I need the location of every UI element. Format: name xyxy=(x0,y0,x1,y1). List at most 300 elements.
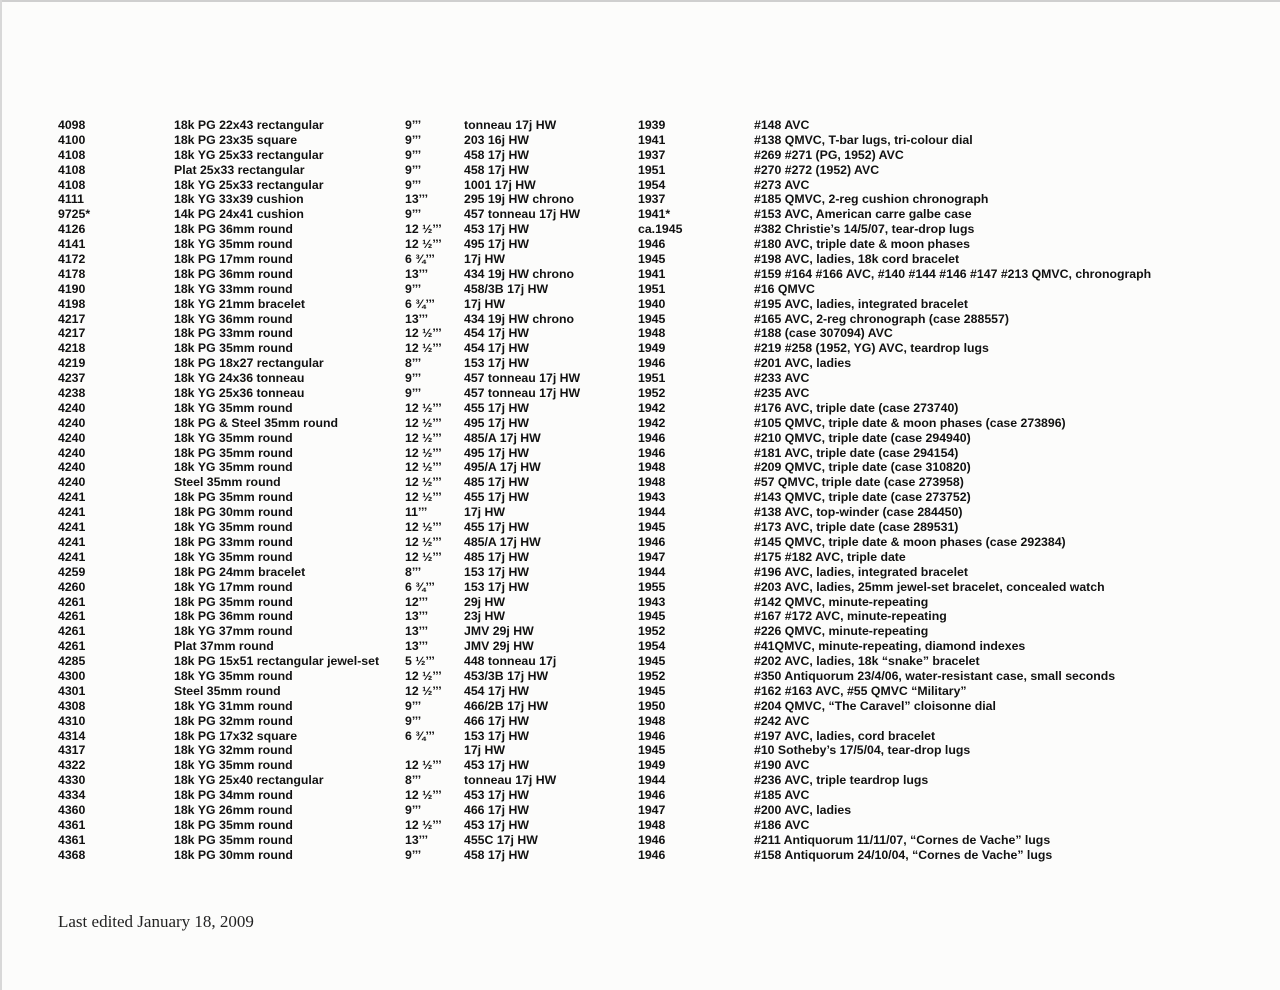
year-cell: 1941 xyxy=(638,266,666,281)
movement-cell: 153 17j HW xyxy=(464,356,529,371)
year-cell: 1945 xyxy=(638,311,666,326)
case-cell: 18k YG 35mm round xyxy=(174,668,293,683)
year-cell: 1943 xyxy=(638,594,666,609)
movement-cell: 453 17j HW xyxy=(464,758,529,773)
calibre-size-cell: 6 ¾’’’ xyxy=(405,728,435,743)
reference-cell: 4198 xyxy=(58,296,86,311)
table-row xyxy=(58,386,1273,401)
year-cell: 1946 xyxy=(638,445,666,460)
calibre-size-cell: 12 ½’’’ xyxy=(405,788,442,803)
case-cell: 18k PG 32mm round xyxy=(174,713,293,728)
case-cell: 18k PG 17mm round xyxy=(174,252,293,267)
movement-cell: 458 17j HW xyxy=(464,847,529,862)
table-row xyxy=(58,178,1273,193)
table-row xyxy=(58,535,1273,550)
case-cell: 18k PG 22x43 rectangular xyxy=(174,118,324,132)
movement-cell: 495 17j HW xyxy=(464,237,529,252)
case-cell: 18k PG 34mm round xyxy=(174,788,293,803)
reference-cell: 4241 xyxy=(58,549,86,564)
calibre-size-cell: 12’’’ xyxy=(405,594,429,609)
table-row xyxy=(58,118,1273,133)
notes-cell: #105 QMVC, triple date & moon phases (case 273896) xyxy=(754,415,1066,430)
case-cell: 18k YG 25x36 tonneau xyxy=(174,386,305,401)
calibre-size-cell: 8’’’ xyxy=(405,773,422,788)
reference-cell: 4241 xyxy=(58,490,86,505)
year-cell: 1948 xyxy=(638,460,666,475)
calibre-size-cell: 6 ¾’’’ xyxy=(405,296,435,311)
calibre-size-cell: 9’’’ xyxy=(405,132,422,147)
movement-cell: 455 17j HW xyxy=(464,520,529,535)
year-cell: 1946 xyxy=(638,847,666,862)
case-cell: 18k PG 36mm round xyxy=(174,222,293,237)
calibre-size-cell: 9’’’ xyxy=(405,802,422,817)
reference-cell: 4237 xyxy=(58,371,86,386)
reference-cell: 4241 xyxy=(58,505,86,520)
reference-cell: 4261 xyxy=(58,609,86,624)
case-cell: 18k PG 35mm round xyxy=(174,817,293,832)
table-row xyxy=(58,237,1273,252)
table-row xyxy=(58,282,1273,297)
movement-cell: 485 17j HW xyxy=(464,475,529,490)
table-row xyxy=(58,669,1273,684)
movement-cell: 1001 17j HW xyxy=(464,177,536,192)
notes-cell: #219 #258 (1952, YG) AVC, teardrop lugs xyxy=(754,341,989,356)
notes-cell: #173 AVC, triple date (case 289531) xyxy=(754,520,959,535)
notes-cell: #175 #182 AVC, triple date xyxy=(754,549,906,564)
reference-cell: 4238 xyxy=(58,386,86,401)
calibre-size-cell: 13’’’ xyxy=(405,192,429,207)
calibre-size-cell: 13’’’ xyxy=(405,624,429,639)
table-row xyxy=(58,401,1273,416)
calibre-size-cell: 11’’’ xyxy=(405,505,428,520)
calibre-size-cell: 9’’’ xyxy=(405,177,422,192)
year-cell: 1945 xyxy=(638,520,666,535)
notes-cell: #210 QMVC, triple date (case 294940) xyxy=(754,430,971,445)
year-cell: 1945 xyxy=(638,654,666,669)
notes-cell: #270 #272 (1952) AVC xyxy=(754,162,880,177)
notes-cell: #138 AVC, top-winder (case 284450) xyxy=(754,505,963,520)
reference-cell: 4240 xyxy=(58,445,86,460)
case-cell: 18k PG 35mm round xyxy=(174,594,293,609)
calibre-size-cell: 9’’’ xyxy=(405,698,422,713)
year-cell: 1947 xyxy=(638,549,666,564)
movement-cell: 457 tonneau 17j HW xyxy=(464,386,581,401)
year-cell: 1941 xyxy=(638,132,666,147)
table-row xyxy=(58,267,1273,282)
calibre-size-cell: 9’’’ xyxy=(405,118,422,132)
calibre-size-cell: 13’’’ xyxy=(405,266,429,281)
reference-cell: 4310 xyxy=(58,713,86,728)
case-cell: 18k YG 35mm round xyxy=(174,549,293,564)
case-cell: 18k YG 31mm round xyxy=(174,698,293,713)
case-cell: 18k YG 35mm round xyxy=(174,400,293,415)
notes-cell: #236 AVC, triple teardrop lugs xyxy=(754,773,929,788)
case-cell: 14k PG 24x41 cushion xyxy=(174,207,304,222)
notes-cell: #41QMVC, minute-repeating, diamond indexes xyxy=(754,639,1026,654)
reference-cell: 4261 xyxy=(58,594,86,609)
reference-cell: 4300 xyxy=(58,668,86,683)
reference-cell: 4098 xyxy=(58,118,86,132)
table-row xyxy=(58,312,1273,327)
case-cell: 18k PG 15x51 rectangular jewel-set xyxy=(174,654,380,669)
movement-cell: 17j HW xyxy=(464,505,505,520)
table-row xyxy=(58,341,1273,356)
reference-cell: 4260 xyxy=(58,579,86,594)
case-cell: 18k YG 26mm round xyxy=(174,802,293,817)
reference-cell: 4317 xyxy=(58,743,86,758)
reference-cell: 4108 xyxy=(58,162,86,177)
year-cell: 1946 xyxy=(638,788,666,803)
movement-cell: 23j HW xyxy=(464,609,505,624)
table-row xyxy=(58,356,1273,371)
notes-cell: #198 AVC, ladies, 18k cord bracelet xyxy=(754,252,960,267)
case-cell: 18k PG 35mm round xyxy=(174,445,293,460)
notes-cell: #185 AVC xyxy=(754,788,810,803)
notes-cell: #158 Antiquorum 24/10/04, “Cornes de Vache” lugs xyxy=(754,847,1053,862)
case-cell: 18k PG 23x35 square xyxy=(174,132,298,147)
table-row xyxy=(58,803,1273,818)
reference-cell: 4330 xyxy=(58,773,86,788)
table-row xyxy=(58,192,1273,207)
year-cell: 1944 xyxy=(638,564,666,579)
calibre-size-cell: 12 ½’’’ xyxy=(405,222,442,237)
case-cell: 18k YG 21mm bracelet xyxy=(174,296,306,311)
notes-cell: #153 AVC, American carre galbe case xyxy=(754,207,972,222)
movement-cell: 485/A 17j HW xyxy=(464,534,541,549)
case-cell: Plat 37mm round xyxy=(174,639,274,654)
notes-cell: #10 Sotheby’s 17/5/04, tear-drop lugs xyxy=(754,743,971,758)
calibre-size-cell: 9’’’ xyxy=(405,386,422,401)
calibre-size-cell: 12 ½’’’ xyxy=(405,534,442,549)
notes-cell: #165 AVC, 2-reg chronograph (case 288557) xyxy=(754,311,1009,326)
case-cell: Plat 25x33 rectangular xyxy=(174,162,305,177)
case-cell: 18k YG 35mm round xyxy=(174,237,293,252)
calibre-size-cell: 5 ½’’’ xyxy=(405,654,435,669)
notes-cell: #188 (case 307094) AVC xyxy=(754,326,893,341)
notes-cell: #162 #163 AVC, #55 QMVC “Military” xyxy=(754,683,967,698)
last-edited-note: Last edited January 18, 2009 xyxy=(58,912,254,931)
movement-cell: tonneau 17j HW xyxy=(464,773,557,788)
table-row xyxy=(58,818,1273,833)
movement-cell: 495 17j HW xyxy=(464,445,529,460)
reference-cell: 4261 xyxy=(58,624,86,639)
movement-cell: 454 17j HW xyxy=(464,683,529,698)
year-cell: 1951 xyxy=(638,371,666,386)
movement-cell: 453 17j HW xyxy=(464,788,529,803)
notes-cell: #350 Antiquorum 23/4/06, water-resistant case, small seconds xyxy=(754,668,1116,683)
reference-cell: 4240 xyxy=(58,430,86,445)
case-cell: 18k YG 33x39 cushion xyxy=(174,192,304,207)
case-cell: 18k PG 30mm round xyxy=(174,505,293,520)
case-cell: 18k YG 25x33 rectangular xyxy=(174,147,324,162)
calibre-size-cell: 9’’’ xyxy=(405,147,422,162)
year-cell: 1950 xyxy=(638,698,666,713)
movement-cell: 457 tonneau 17j HW xyxy=(464,371,581,386)
reference-cell: 4108 xyxy=(58,177,86,192)
year-cell: 1954 xyxy=(638,177,666,192)
case-cell: 18k PG 18x27 rectangular xyxy=(174,356,324,371)
notes-cell: #203 AVC, ladies, 25mm jewel-set bracelet, concealed watch xyxy=(754,579,1105,594)
calibre-size-cell: 8’’’ xyxy=(405,564,422,579)
case-cell: 18k PG 36mm round xyxy=(174,266,293,281)
reference-cell: 4241 xyxy=(58,520,86,535)
movement-cell: 466 17j HW xyxy=(464,802,529,817)
movement-cell: 17j HW xyxy=(464,252,505,267)
case-cell: 18k PG 35mm round xyxy=(174,490,293,505)
case-cell: 18k PG 24mm bracelet xyxy=(174,564,306,579)
table-row xyxy=(58,505,1273,520)
notes-cell: #204 QMVC, “The Caravel” cloisonne dial xyxy=(754,698,996,713)
notes-cell: #233 AVC xyxy=(754,371,810,386)
year-cell: 1951 xyxy=(638,162,666,177)
notes-cell: #145 QMVC, triple date & moon phases (case 292384) xyxy=(754,534,1066,549)
calibre-size-cell: 12 ½’’’ xyxy=(405,817,442,832)
reference-cell: 4219 xyxy=(58,356,86,371)
notes-cell: #143 QMVC, triple date (case 273752) xyxy=(754,490,971,505)
case-cell: 18k PG 33mm round xyxy=(174,326,293,341)
reference-cell: 4334 xyxy=(58,788,86,803)
movement-cell: 153 17j HW xyxy=(464,579,529,594)
year-cell: 1952 xyxy=(638,668,666,683)
reference-cell: 4241 xyxy=(58,534,86,549)
table-row xyxy=(58,565,1273,580)
calibre-size-cell: 12 ½’’’ xyxy=(405,758,442,773)
case-cell: 18k YG 33mm round xyxy=(174,281,293,296)
table-row xyxy=(58,743,1273,758)
year-cell: 1942 xyxy=(638,400,666,415)
calibre-size-cell: 12 ½’’’ xyxy=(405,237,442,252)
year-cell: 1945 xyxy=(638,252,666,267)
movement-cell: 454 17j HW xyxy=(464,326,529,341)
movement-cell: 17j HW xyxy=(464,743,505,758)
year-cell: 1944 xyxy=(638,505,666,520)
calibre-size-cell: 6 ¾’’’ xyxy=(405,252,435,267)
notes-cell: #209 QMVC, triple date (case 310820) xyxy=(754,460,971,475)
notes-cell: #185 QMVC, 2-reg cushion chronograph xyxy=(754,192,989,207)
notes-cell: #226 QMVC, minute-repeating xyxy=(754,624,929,639)
reference-cell: 4240 xyxy=(58,475,86,490)
calibre-size-cell: 12 ½’’’ xyxy=(405,400,442,415)
movement-cell: 458/3B 17j HW xyxy=(464,281,549,296)
case-cell: 18k PG & Steel 35mm round xyxy=(174,415,339,430)
year-cell: 1937 xyxy=(638,192,666,207)
year-cell: 1952 xyxy=(638,624,666,639)
reference-cell: 4361 xyxy=(58,817,86,832)
table-row xyxy=(58,833,1273,848)
notes-cell: #138 QMVC, T-bar lugs, tri-colour dial xyxy=(754,132,973,147)
reference-cell: 4259 xyxy=(58,564,86,579)
movement-cell: 455 17j HW xyxy=(464,400,529,415)
table-row xyxy=(58,460,1273,475)
year-cell: 1941* xyxy=(638,207,671,222)
reference-cell: 4240 xyxy=(58,415,86,430)
movement-cell: 458 17j HW xyxy=(464,162,529,177)
year-cell: 1946 xyxy=(638,832,666,847)
table-row xyxy=(58,371,1273,386)
table-row xyxy=(58,475,1273,490)
year-cell: 1944 xyxy=(638,773,666,788)
year-cell: 1942 xyxy=(638,415,666,430)
calibre-size-cell: 12 ½’’’ xyxy=(405,326,442,341)
notes-cell: #235 AVC xyxy=(754,386,810,401)
calibre-size-cell: 12 ½’’’ xyxy=(405,520,442,535)
case-cell: 18k YG 37mm round xyxy=(174,624,293,639)
movement-cell: tonneau 17j HW xyxy=(464,118,557,132)
table-row xyxy=(58,163,1273,178)
year-cell: 1954 xyxy=(638,639,666,654)
notes-cell: #181 AVC, triple date (case 294154) xyxy=(754,445,959,460)
year-cell: 1948 xyxy=(638,713,666,728)
notes-cell: #167 #172 AVC, minute-repeating xyxy=(754,609,947,624)
calibre-size-cell: 12 ½’’’ xyxy=(405,683,442,698)
calibre-size-cell: 12 ½’’’ xyxy=(405,415,442,430)
movement-cell: 485 17j HW xyxy=(464,549,529,564)
year-cell: 1947 xyxy=(638,802,666,817)
notes-cell: #16 QMVC xyxy=(754,281,815,296)
notes-cell: #242 AVC xyxy=(754,713,810,728)
reference-cell: 4111 xyxy=(58,192,84,207)
case-cell: 18k YG 32mm round xyxy=(174,743,293,758)
reference-cell: 4217 xyxy=(58,326,86,341)
notes-cell: #57 QMVC, triple date (case 273958) xyxy=(754,475,964,490)
notes-cell: #382 Christie’s 14/5/07, tear-drop lugs xyxy=(754,222,975,237)
calibre-size-cell: 12 ½’’’ xyxy=(405,549,442,564)
calibre-size-cell: 12 ½’’’ xyxy=(405,460,442,475)
calibre-size-cell: 12 ½’’’ xyxy=(405,430,442,445)
movement-cell: 466/2B 17j HW xyxy=(464,698,549,713)
watch-reference-table xyxy=(58,118,1273,863)
calibre-size-cell: 13’’’ xyxy=(405,609,429,624)
calibre-size-cell: 9’’’ xyxy=(405,847,422,862)
reference-cell: 9725* xyxy=(58,207,91,222)
movement-cell: 454 17j HW xyxy=(464,341,529,356)
notes-cell: #142 QMVC, minute-repeating xyxy=(754,594,929,609)
year-cell: 1949 xyxy=(638,758,666,773)
calibre-size-cell: 9’’’ xyxy=(405,162,422,177)
movement-cell: 434 19j HW chrono xyxy=(464,311,575,326)
case-cell: 18k YG 35mm round xyxy=(174,460,293,475)
movement-cell: JMV 29j HW xyxy=(464,624,534,639)
notes-cell: #186 AVC xyxy=(754,817,810,832)
case-cell: Steel 35mm round xyxy=(174,475,281,490)
year-cell: 1949 xyxy=(638,341,666,356)
table-row xyxy=(58,550,1273,565)
calibre-size-cell: 12 ½’’’ xyxy=(405,341,442,356)
case-cell: 18k YG 35mm round xyxy=(174,430,293,445)
table-row xyxy=(58,520,1273,535)
movement-cell: 453/3B 17j HW xyxy=(464,668,549,683)
table-row xyxy=(58,446,1273,461)
notes-cell: #195 AVC, ladies, integrated bracelet xyxy=(754,296,968,311)
year-cell: 1945 xyxy=(638,609,666,624)
movement-cell: 17j HW xyxy=(464,296,505,311)
year-cell: 1943 xyxy=(638,490,666,505)
table-row xyxy=(58,297,1273,312)
reference-cell: 4285 xyxy=(58,654,86,669)
table-row xyxy=(58,490,1273,505)
movement-cell: 448 tonneau 17j xyxy=(464,654,557,669)
year-cell: 1946 xyxy=(638,728,666,743)
calibre-size-cell: 9’’’ xyxy=(405,713,422,728)
movement-cell: 153 17j HW xyxy=(464,728,529,743)
calibre-size-cell: 13’’’ xyxy=(405,639,429,654)
calibre-size-cell: 12 ½’’’ xyxy=(405,490,442,505)
notes-cell: #148 AVC xyxy=(754,118,810,132)
table-row xyxy=(58,773,1273,788)
reference-cell: 4108 xyxy=(58,147,86,162)
table-row xyxy=(58,222,1273,237)
table-row xyxy=(58,729,1273,744)
year-cell: 1937 xyxy=(638,147,666,162)
table-row xyxy=(58,431,1273,446)
notes-cell: #180 AVC, triple date & moon phases xyxy=(754,237,970,252)
case-cell: 18k PG 35mm round xyxy=(174,341,293,356)
movement-cell: 485/A 17j HW xyxy=(464,430,541,445)
notes-cell: #211 Antiquorum 11/11/07, “Cornes de Vache” lugs xyxy=(754,832,1051,847)
table-row xyxy=(58,148,1273,163)
notes-cell: #176 AVC, triple date (case 273740) xyxy=(754,400,959,415)
year-cell: 1948 xyxy=(638,817,666,832)
reference-cell: 4126 xyxy=(58,222,86,237)
reference-cell: 4308 xyxy=(58,698,86,713)
reference-cell: 4100 xyxy=(58,132,86,147)
notes-cell: #200 AVC, ladies xyxy=(754,802,852,817)
calibre-size-cell: 9’’’ xyxy=(405,207,422,222)
movement-cell: 495/A 17j HW xyxy=(464,460,541,475)
movement-cell: 29j HW xyxy=(464,594,505,609)
reference-cell: 4240 xyxy=(58,400,86,415)
year-cell: 1946 xyxy=(638,237,666,252)
reference-cell: 4218 xyxy=(58,341,86,356)
case-cell: 18k YG 17mm round xyxy=(174,579,293,594)
movement-cell: 295 19j HW chrono xyxy=(464,192,575,207)
notes-cell: #197 AVC, ladies, cord bracelet xyxy=(754,728,936,743)
notes-cell: #159 #164 #166 AVC, #140 #144 #146 #147 #213 QMVC, chronograph xyxy=(754,266,1152,281)
movement-cell: 203 16j HW xyxy=(464,132,529,147)
scan-edge-left xyxy=(0,0,2,990)
calibre-size-cell: 6 ¾’’’ xyxy=(405,579,435,594)
case-cell: 18k PG 33mm round xyxy=(174,534,293,549)
movement-cell: 495 17j HW xyxy=(464,415,529,430)
case-cell: 18k YG 35mm round xyxy=(174,758,293,773)
reference-cell: 4261 xyxy=(58,639,86,654)
case-cell: 18k YG 24x36 tonneau xyxy=(174,371,305,386)
table-row xyxy=(58,609,1273,624)
notes-cell: #202 AVC, ladies, 18k “snake” bracelet xyxy=(754,654,980,669)
table-row xyxy=(58,639,1273,654)
notes-cell: #273 AVC xyxy=(754,177,810,192)
movement-cell: JMV 29j HW xyxy=(464,639,534,654)
year-cell: 1952 xyxy=(638,386,666,401)
case-cell: 18k PG 36mm round xyxy=(174,609,293,624)
table-row xyxy=(58,684,1273,699)
movement-cell: 457 tonneau 17j HW xyxy=(464,207,581,222)
table-row xyxy=(58,699,1273,714)
calibre-size-cell: 12 ½’’’ xyxy=(405,445,442,460)
case-cell: 18k YG 25x33 rectangular xyxy=(174,177,324,192)
year-cell: 1945 xyxy=(638,683,666,698)
table-row xyxy=(58,416,1273,431)
year-cell: 1955 xyxy=(638,579,666,594)
reference-cell: 4301 xyxy=(58,683,86,698)
movement-cell: 153 17j HW xyxy=(464,564,529,579)
reference-cell: 4361 xyxy=(58,832,86,847)
movement-cell: 458 17j HW xyxy=(464,147,529,162)
case-cell: 18k YG 36mm round xyxy=(174,311,293,326)
table-row xyxy=(58,714,1273,729)
table-row xyxy=(58,848,1273,863)
year-cell: 1946 xyxy=(638,430,666,445)
